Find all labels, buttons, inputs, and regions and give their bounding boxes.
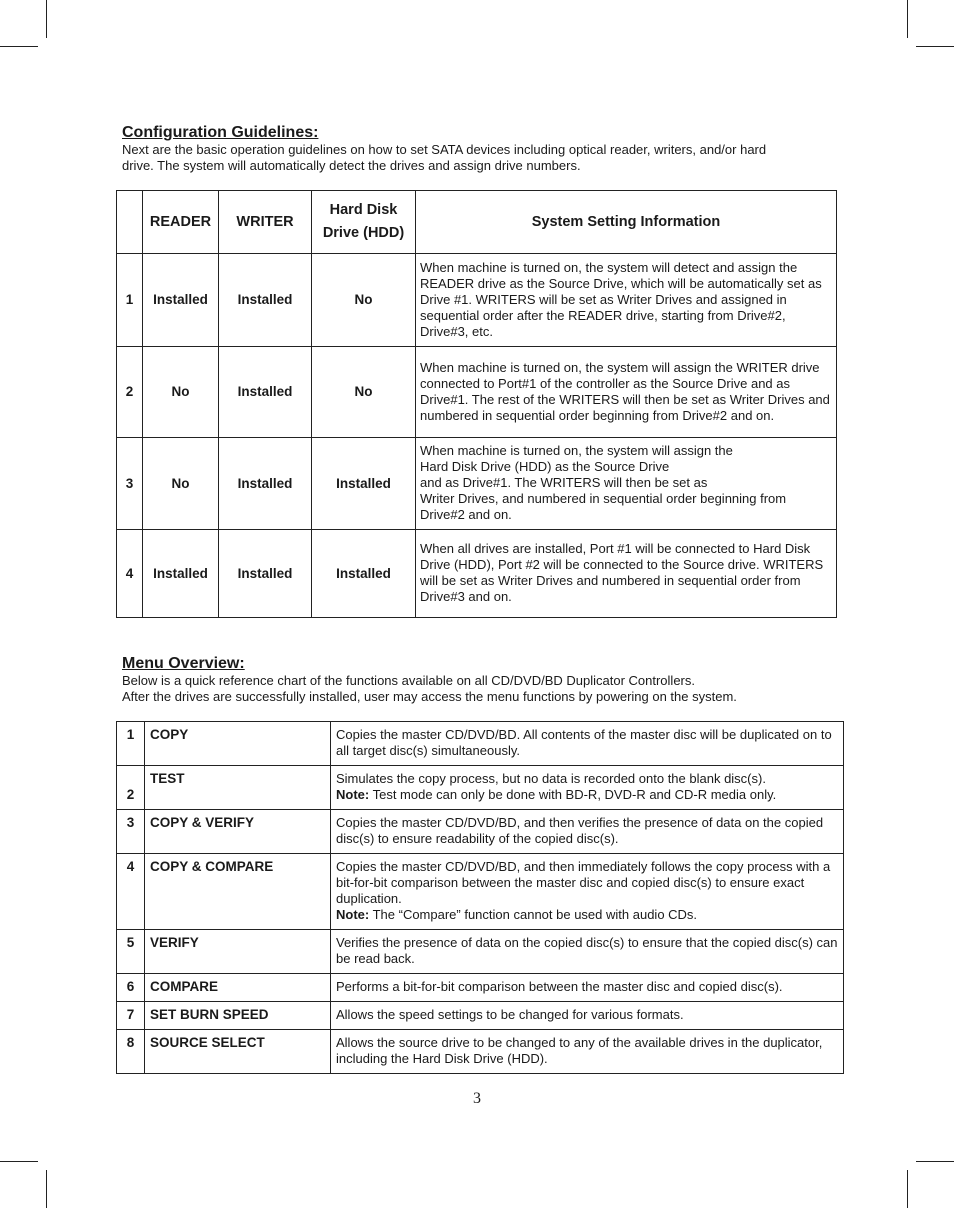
- config-info-line: and as Drive#1. The WRITERS will then be set as: [420, 475, 708, 490]
- menu-row: [117, 810, 844, 854]
- config-reader-cell: Installed: [143, 254, 219, 347]
- config-reader-cell: No: [143, 347, 219, 438]
- menu-description-text: Copies the master CD/DVD/BD, and then immediately follows the copy process with a bit-for-bit comparison between the master disc and copied disc(s) to ensure exact duplication.: [336, 859, 831, 906]
- config-row-number: 4: [117, 530, 143, 618]
- menu-function-name: TEST: [145, 766, 331, 810]
- menu-function-name: COMPARE: [145, 974, 331, 1002]
- menu-function-name: COPY: [145, 722, 331, 766]
- menu-row: [117, 974, 844, 1002]
- crop-mark: [916, 46, 954, 47]
- config-info-cell: When machine is turned on, the system will assign the WRITER drive connected to Port#1 of the controller as the Source Drive and as Drive#1. The rest of the WRITERS will then be set as Writer Drives and numbered in sequential order beginning from Drive#2 and on.: [416, 347, 837, 438]
- config-writer-cell: Installed: [219, 530, 312, 618]
- config-intro-line: Next are the basic operation guidelines on how to set SATA devices including optical reader, writers, and/or hard: [122, 142, 767, 157]
- crop-mark: [0, 1161, 38, 1162]
- menu-function-description: Allows the source drive to be changed to any of the available drives in the duplicator, including the Hard Disk Drive (HDD).: [331, 1030, 844, 1074]
- crop-mark: [907, 0, 908, 38]
- menu-row-number: 1: [117, 722, 145, 766]
- config-info-line: Writer Drives, and numbered in sequential order beginning from: [420, 491, 787, 506]
- menu-row-number: 6: [117, 974, 145, 1002]
- config-writer-cell: Installed: [219, 438, 312, 530]
- note-label: Note:: [336, 907, 370, 922]
- config-table: [116, 190, 837, 618]
- crop-mark: [46, 0, 47, 38]
- config-header-info: System Setting Information: [416, 191, 837, 254]
- note-label: Note:: [336, 787, 370, 802]
- config-reader-cell: Installed: [143, 530, 219, 618]
- config-info-line: Hard Disk Drive (HDD) as the Source Drive: [420, 459, 670, 474]
- menu-row-number-text: 2: [126, 787, 135, 802]
- hdd-header-line: Hard Disk: [329, 202, 398, 218]
- menu-heading: Menu Overview:: [122, 655, 245, 672]
- menu-function-name: COPY & COMPARE: [145, 854, 331, 930]
- menu-row: [117, 1002, 844, 1030]
- config-hdd-cell: No: [312, 254, 416, 347]
- menu-function-name: COPY & VERIFY: [145, 810, 331, 854]
- menu-table: [116, 721, 844, 1074]
- menu-row: [117, 722, 844, 766]
- menu-description-text: Simulates the copy process, but no data is recorded onto the blank disc(s).: [336, 771, 766, 786]
- config-heading: Configuration Guidelines:: [122, 124, 319, 141]
- config-info-line: Drive#2 and on.: [420, 507, 512, 522]
- crop-mark: [916, 1161, 954, 1162]
- config-section: [122, 124, 842, 174]
- menu-row-number: 4: [117, 854, 145, 930]
- hdd-header-line: Drive (HDD): [322, 225, 405, 241]
- menu-section: [122, 655, 842, 705]
- menu-note: [336, 787, 839, 803]
- config-info-cell: When all drives are installed, Port #1 will be connected to Hard Disk Drive (HDD), Port #2 will be connected to the Source drive. WRITERS will be set as Writer Drives and numbered in sequential order from Drive#3 and on.: [416, 530, 837, 618]
- config-row: [117, 254, 837, 347]
- config-writer-cell: Installed: [219, 254, 312, 347]
- menu-note: [336, 907, 839, 923]
- menu-row-number: 5: [117, 930, 145, 974]
- note-text: Test mode can only be done with BD-R, DVD-R and CD-R media only.: [369, 787, 777, 802]
- config-info-cell: [416, 438, 837, 530]
- menu-row-number: 7: [117, 1002, 145, 1030]
- menu-function-description: Copies the master CD/DVD/BD. All contents of the master disc will be duplicated on to all target disc(s) simultaneously.: [331, 722, 844, 766]
- menu-function-description: Copies the master CD/DVD/BD, and then verifies the presence of data on the copied disc(s) to ensure readability of the copied disc(s).: [331, 810, 844, 854]
- menu-function-description: [331, 766, 844, 810]
- menu-function-description: Allows the speed settings to be changed for various formats.: [331, 1002, 844, 1030]
- menu-function-name: SET BURN SPEED: [145, 1002, 331, 1030]
- config-reader-cell: No: [143, 438, 219, 530]
- crop-mark: [46, 1170, 47, 1208]
- menu-row-number: 3: [117, 810, 145, 854]
- config-writer-cell: Installed: [219, 347, 312, 438]
- menu-row: [117, 766, 844, 810]
- menu-row-number: 8: [117, 1030, 145, 1074]
- config-row-number: 1: [117, 254, 143, 347]
- crop-mark: [907, 1170, 908, 1208]
- config-header-writer: WRITER: [219, 191, 312, 254]
- menu-row-number: [117, 766, 145, 810]
- menu-row: [117, 930, 844, 974]
- config-header-hdd: [312, 191, 416, 254]
- menu-intro-line: After the drives are successfully installed, user may access the menu functions by powering on the system.: [122, 689, 737, 704]
- config-row-number: 2: [117, 347, 143, 438]
- menu-function-description: Performs a bit-for-bit comparison between the master disc and copied disc(s).: [331, 974, 844, 1002]
- config-header-num: [117, 191, 143, 254]
- menu-row: [117, 1030, 844, 1074]
- config-row: [117, 530, 837, 618]
- note-text: The “Compare” function cannot be used with audio CDs.: [369, 907, 698, 922]
- config-info-line: When machine is turned on, the system will assign the: [420, 443, 733, 458]
- page-number: 3: [473, 1090, 481, 1107]
- config-header-reader: READER: [143, 191, 219, 254]
- config-header-row: [117, 191, 837, 254]
- menu-intro-line: Below is a quick reference chart of the functions available on all CD/DVD/BD Duplicator Controllers.: [122, 673, 695, 688]
- menu-function-name: SOURCE SELECT: [145, 1030, 331, 1074]
- config-info-cell: When machine is turned on, the system will detect and assign the READER drive as the Source Drive, which will be automatically set as Drive #1. WRITERS will be set as Writer Drives and assigned in sequential order after the READER drive, starting from Drive#2, Drive#3, etc.: [416, 254, 837, 347]
- config-row: [117, 438, 837, 530]
- config-hdd-cell: No: [312, 347, 416, 438]
- menu-function-description: [331, 854, 844, 930]
- menu-function-name: VERIFY: [145, 930, 331, 974]
- config-intro-line: drive. The system will automatically detect the drives and assign drive numbers.: [122, 158, 581, 173]
- config-row: [117, 347, 837, 438]
- config-hdd-cell: Installed: [312, 530, 416, 618]
- config-hdd-cell: Installed: [312, 438, 416, 530]
- menu-row: [117, 854, 844, 930]
- config-row-number: 3: [117, 438, 143, 530]
- crop-mark: [0, 46, 38, 47]
- menu-function-description: Verifies the presence of data on the copied disc(s) to ensure that the copied disc(s) can be read back.: [331, 930, 844, 974]
